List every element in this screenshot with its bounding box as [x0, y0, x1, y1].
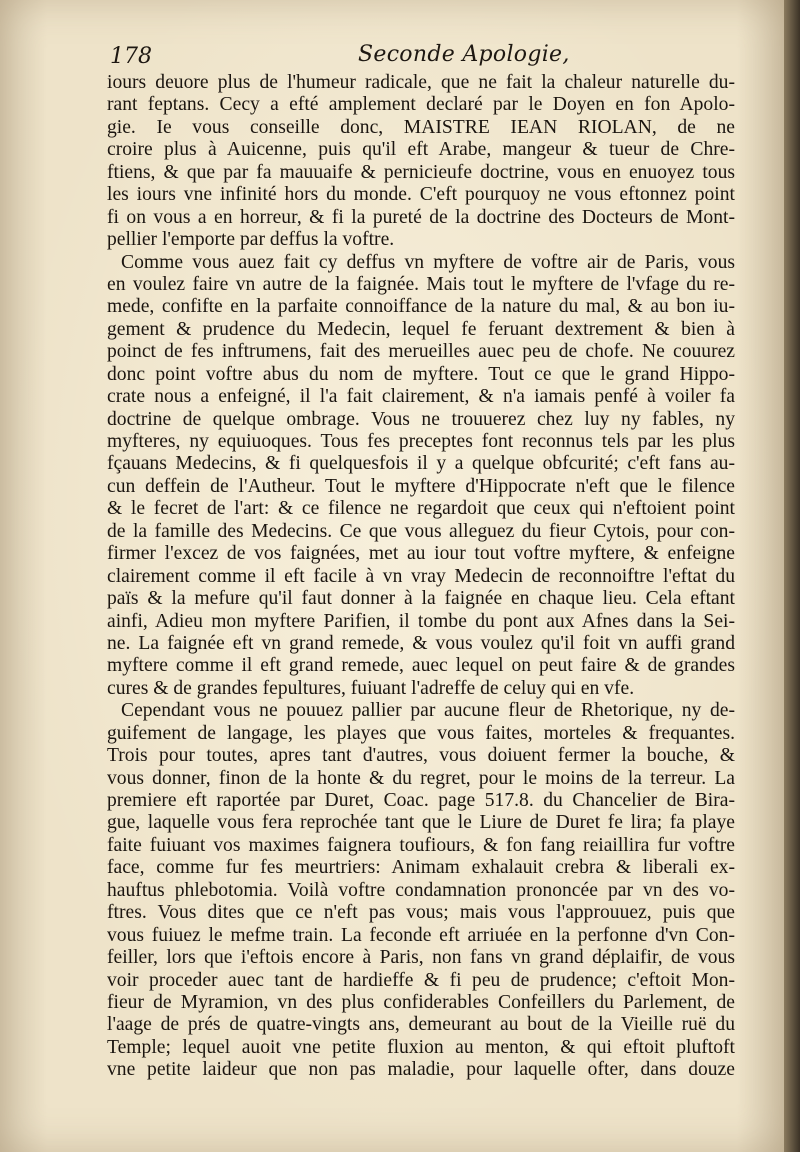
- text-line: iours deuore plus de l'humeur radicale, que ne fait la chaleur naturelle du-: [107, 72, 735, 93]
- text-line: mede, confifte en la parfaite connoiffance de la nature du mal, & au bon iu-: [107, 296, 735, 318]
- text-line: de la famille des Medecins. Ce que vous alleguez du fieur Cytois, pour con-: [107, 520, 735, 542]
- text-line: myfteres, ny equiuoques. Tous fes preceptes font reconnus tels par les plus: [107, 431, 735, 452]
- text-line: cun deffein de l'Autheur. Tout le myftere d'Hippocrate n'eft que le filence: [107, 475, 735, 497]
- text-line: païs & la mefure qu'il faut donner à la faignée en chaque lieu. Cela eftant: [107, 588, 735, 610]
- text-line: gie. Ie vous conseille donc, MAISTRE IEAN RIOLAN, de ne: [107, 116, 735, 138]
- text-line: ne. La faignée eft vn grand remede, & vous voulez qu'il foit vn auffi grand: [107, 632, 735, 654]
- text-line: vous donner, finon de la honte & du regret, pour le moins de la terreur. La: [107, 767, 735, 789]
- text-line: vous fuiuez le mefme train. La feconde eft arriuée en la perfonne d'vn Con-: [107, 924, 735, 946]
- text-line: vne petite laideur que non pas maladie, pour laquelle ofter, dans douze: [107, 1059, 735, 1081]
- text-line: cures & de grandes fepultures, fuiuant l'adreffe de celuy qui en vfe.: [107, 677, 635, 699]
- text-line: pellier l'emporte par deffus la voftre.: [107, 229, 395, 251]
- page-header: [110, 40, 736, 70]
- text-line: l'aage de prés de quatre-vingts ans, demeurant au bout de la Vieille ruë du: [107, 1014, 735, 1036]
- text-line: doctrine de quelque ombrage. Vous ne trouuerez chez luy ny fables, ny: [107, 408, 735, 430]
- text-line: Temple; lequel auoit vne petite fluxion au menton, & qui eftoit pluftoft: [107, 1036, 735, 1058]
- text-line: faite fuiuant vos maximes faignera toufiours, & fon fang reiaillira fur voftre: [107, 834, 735, 856]
- text-line: feiller, lors que i'eftois encore à Paris, non fans vn grand déplaifir, de vous: [107, 947, 735, 969]
- text-line: rant feptans. Cecy a efté amplement declaré par le Doyen en fon Apolo-: [107, 94, 735, 116]
- page-edge: [784, 0, 800, 1152]
- text-line: croire plus à Auicenne, puis qu'il eft Arabe, mangeur & tueur de Chre-: [107, 139, 735, 161]
- text-line: crate nous a enfeigné, il l'a fait clairement, & n'a iamais penfé à voiler fa: [107, 386, 735, 408]
- text-line: gement & prudence du Medecin, lequel fe feruant dextrement & bien à: [107, 318, 735, 340]
- text-line: les iours vne infinité hors du monde. C'eft pourquoy ne vous eftonnez point: [107, 184, 735, 206]
- text-line: ftiens, & que par fa mauuaife & pernicieufe doctrine, vous en enuoyez tous: [107, 161, 735, 183]
- text-line: firmer l'excez de vos faignées, met au iour tout voftre myftere, & enfeigne: [107, 543, 735, 565]
- text-line: Cependant vous ne pouuez pallier par aucune fleur de Rhetorique, ny de-: [121, 700, 735, 722]
- text-line: ftres. Vous dites que ce n'eft pas vous; mais vous l'approuuez, puis que: [107, 902, 735, 924]
- text-line: myftere comme il eft grand remede, auec lequel on peut faire & de grandes: [107, 655, 735, 677]
- text-line: Trois pour toutes, apres tant d'autres, vous doiuent fermer la bouche, &: [107, 745, 735, 767]
- text-line: fi on vous a en horreur, & fi la pureté de la doctrine des Docteurs de Mont-: [107, 206, 735, 228]
- running-head: Seconde Apologie,: [358, 42, 570, 67]
- text-line: fçauans Medecins, & fi quelquesfois il y a quelque obfcurité; c'eft fans au-: [107, 453, 735, 475]
- text-line: ainfi, Adieu mon myftere Parifien, il tombe du pont aux Afnes dans la Sei-: [107, 610, 735, 632]
- text-line: donc point voftre abus du nom de myftere. Tout ce que le grand Hippo-: [107, 363, 735, 385]
- text-line: hauftus phlebotomia. Voilà voftre condamnation prononcée par vn des vo-: [107, 879, 735, 901]
- body-text: [107, 72, 735, 1082]
- text-line: voir proceder auec tant de hardieffe & fi peu de prudence; c'eftoit Mon-: [107, 969, 735, 991]
- text-line: premiere eft raportée par Duret, Coac. page 517.8. du Chancelier de Bira-: [107, 790, 735, 811]
- text-line: & le fecret de l'art: & ce filence ne regardoit que ceux qui n'eftoient point: [107, 498, 735, 520]
- text-line: guifement de langage, les playes que vous faites, morteles & frequantes.: [107, 722, 735, 744]
- text-line: gue, laquelle vous fera reprochée tant que le Liure de Duret fe lira; fa playe: [107, 812, 735, 834]
- page-number: 178: [110, 44, 152, 69]
- text-line: face, comme fur fes meurtriers: Animam exhalauit crebra & liberali ex-: [107, 857, 735, 879]
- text-line: clairement comme il eft facile à vn vray Medecin de reconnoiftre l'eftat du: [107, 565, 735, 587]
- text-line: en voulez faire vn autre de la faignée. Mais tout le myftere de l'vfage du re-: [107, 273, 735, 295]
- text-line: fieur de Myramion, vn des plus confiderables Confeillers du Parlement, de: [107, 991, 735, 1013]
- text-line: poinct de fes inftrumens, fait des merueilles auec peu de chofe. Ne couurez: [107, 341, 735, 363]
- text-line: Comme vous auez fait cy deffus vn myftere de voftre air de Paris, vous: [121, 251, 735, 273]
